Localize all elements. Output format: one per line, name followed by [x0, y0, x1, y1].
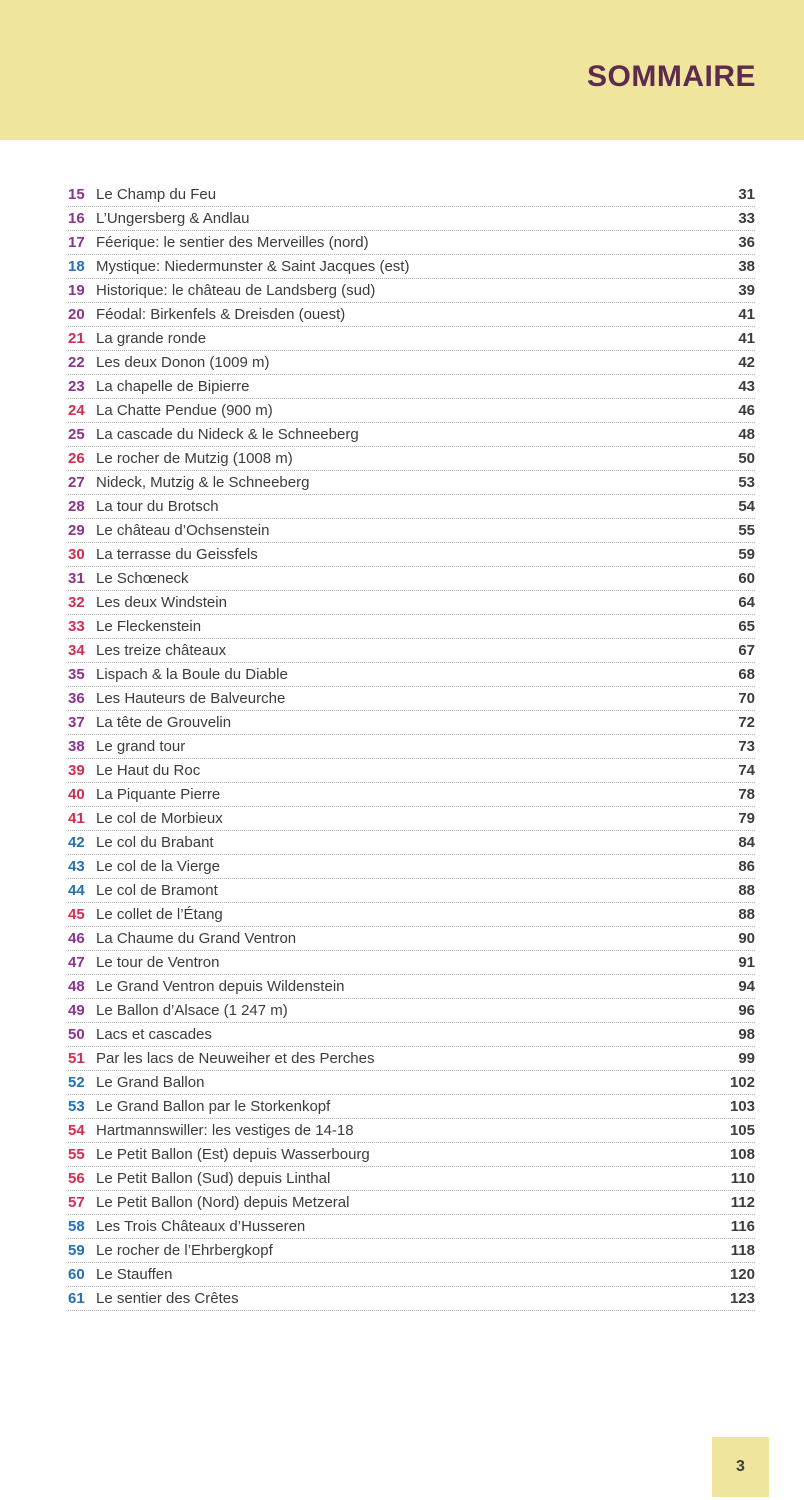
entry-page: 96 [738, 1002, 755, 1019]
entry-page: 105 [729, 1122, 755, 1139]
entry-number: 15 [68, 186, 85, 203]
toc-entry [68, 1023, 755, 1047]
entry-title: Le Petit Ballon (Nord) depuis Metzeral [96, 1194, 350, 1211]
entry-title: Le Champ du Feu [96, 186, 217, 203]
entry-page: 116 [730, 1218, 755, 1235]
entry-title: Le Grand Ballon par le Storkenkopf [96, 1098, 331, 1115]
entry-number: 53 [68, 1098, 85, 1115]
entry-title: Hartmannswiller: les vestiges de 14-18 [96, 1122, 354, 1139]
entry-page: 88 [738, 882, 755, 899]
entry-title: Lispach & la Boule du Diable [96, 666, 288, 683]
entry-number: 55 [68, 1146, 85, 1163]
toc-entry [68, 951, 755, 975]
toc-entry [68, 255, 755, 279]
toc-entry [68, 375, 755, 399]
entry-page: 123 [729, 1290, 755, 1307]
entry-page: 68 [738, 666, 755, 683]
entry-page: 54 [738, 498, 755, 515]
toc-entry [68, 1287, 755, 1311]
entry-number: 42 [68, 834, 85, 851]
entry-page: 50 [738, 450, 755, 467]
entry-number: 46 [68, 930, 85, 947]
entry-number: 25 [68, 426, 85, 443]
entry-title: Le tour de Ventron [96, 954, 220, 971]
entry-title: La Piquante Pierre [96, 786, 221, 803]
entry-number: 48 [68, 978, 85, 995]
toc-entry [68, 183, 755, 207]
entry-number: 32 [68, 594, 85, 611]
entry-title: Le col du Brabant [96, 834, 214, 851]
entry-number: 22 [68, 354, 85, 371]
entry-number: 28 [68, 498, 85, 515]
toc-entry [68, 1047, 755, 1071]
entry-page: 102 [729, 1074, 755, 1091]
entry-title: Les Hauteurs de Balveurche [96, 690, 286, 707]
entry-title: Le Grand Ballon [96, 1074, 205, 1091]
toc-entry [68, 567, 755, 591]
entry-number: 18 [68, 258, 85, 275]
entry-title: La cascade du Nideck & le Schneeberg [96, 426, 359, 443]
entry-number: 52 [68, 1074, 85, 1091]
entry-page: 36 [738, 234, 755, 251]
toc-entry [68, 591, 755, 615]
toc-entry [68, 1239, 755, 1263]
toc-entry [68, 999, 755, 1023]
entry-title: Nideck, Mutzig & le Schneeberg [96, 474, 310, 491]
entry-page: 41 [738, 330, 755, 347]
entry-page: 88 [738, 906, 755, 923]
entry-title: La grande ronde [96, 330, 207, 347]
toc-entry [68, 279, 755, 303]
entry-page: 118 [730, 1242, 755, 1259]
toc-entry [68, 903, 755, 927]
entry-page: 48 [738, 426, 755, 443]
entry-title: Le grand tour [96, 738, 186, 755]
toc-entry [68, 1119, 755, 1143]
entry-number: 51 [68, 1050, 85, 1067]
entry-title: Mystique: Niedermunster & Saint Jacques (est) [96, 258, 410, 275]
entry-title: Les deux Donon (1009 m) [96, 354, 270, 371]
toc-entry [68, 975, 755, 999]
page-number-tab [712, 1437, 769, 1497]
entry-title: Le château d’Ochsenstein [96, 522, 270, 539]
toc-entry [68, 663, 755, 687]
entry-page: 103 [729, 1098, 755, 1115]
toc-entry [68, 687, 755, 711]
entry-page: 55 [738, 522, 755, 539]
entry-title: Le Ballon d’Alsace (1 247 m) [96, 1002, 288, 1019]
toc-entry [68, 615, 755, 639]
entry-number: 60 [68, 1266, 85, 1283]
entry-number: 39 [68, 762, 85, 779]
toc-list [68, 183, 755, 1311]
entry-page: 73 [738, 738, 755, 755]
entry-number: 35 [68, 666, 85, 683]
entry-number: 37 [68, 714, 85, 731]
entry-number: 49 [68, 1002, 85, 1019]
entry-title: La Chatte Pendue (900 m) [96, 402, 273, 419]
entry-page: 53 [738, 474, 755, 491]
entry-page: 39 [738, 282, 755, 299]
entry-title: La tour du Brotsch [96, 498, 219, 515]
entry-page: 65 [738, 618, 755, 635]
entry-title: Féodal: Birkenfels & Dreisden (ouest) [96, 306, 346, 323]
entry-page: 33 [738, 210, 755, 227]
page-title: SOMMAIRE [587, 60, 756, 93]
entry-number: 31 [68, 570, 85, 587]
entry-page: 64 [738, 594, 755, 611]
entry-title: Le Fleckenstein [96, 618, 202, 635]
entry-title: Le collet de l’Étang [96, 906, 223, 923]
entry-page: 91 [738, 954, 755, 971]
toc-entry [68, 1071, 755, 1095]
entry-number: 21 [68, 330, 85, 347]
toc-entry [68, 1167, 755, 1191]
entry-title: La tête de Grouvelin [96, 714, 232, 731]
entry-number: 59 [68, 1242, 85, 1259]
entry-title: Les treize châteaux [96, 642, 227, 659]
toc-entry [68, 783, 755, 807]
entry-page: 78 [738, 786, 755, 803]
entry-number: 30 [68, 546, 85, 563]
entry-title: L’Ungersberg & Andlau [96, 210, 250, 227]
entry-title: Historique: le château de Landsberg (sud) [96, 282, 376, 299]
entry-page: 72 [738, 714, 755, 731]
entry-number: 16 [68, 210, 85, 227]
toc-entry [68, 1095, 755, 1119]
entry-title: Le Stauffen [96, 1266, 173, 1283]
entry-number: 38 [68, 738, 85, 755]
entry-title: Les deux Windstein [96, 594, 227, 611]
entry-title: Le col de Bramont [96, 882, 218, 899]
entry-title: La chapelle de Bipierre [96, 378, 250, 395]
toc-entry [68, 1191, 755, 1215]
entry-page: 41 [738, 306, 755, 323]
entry-number: 41 [68, 810, 85, 827]
toc-entry [68, 399, 755, 423]
entry-title: Le Petit Ballon (Sud) depuis Linthal [96, 1170, 331, 1187]
toc-entry [68, 711, 755, 735]
entry-number: 47 [68, 954, 85, 971]
toc-entry [68, 495, 755, 519]
entry-number: 44 [68, 882, 85, 899]
entry-number: 61 [68, 1290, 85, 1307]
header-banner [0, 0, 804, 140]
entry-title: La terrasse du Geissfels [96, 546, 258, 563]
entry-page: 70 [738, 690, 755, 707]
entry-page: 46 [738, 402, 755, 419]
toc-entry [68, 927, 755, 951]
entry-number: 56 [68, 1170, 85, 1187]
entry-page: 60 [738, 570, 755, 587]
entry-title: Le Petit Ballon (Est) depuis Wasserbourg [96, 1146, 370, 1163]
entry-title: La Chaume du Grand Ventron [96, 930, 297, 947]
toc-entry [68, 519, 755, 543]
entry-number: 57 [68, 1194, 85, 1211]
entry-page: 99 [738, 1050, 755, 1067]
entry-number: 29 [68, 522, 85, 539]
toc-entry [68, 1263, 755, 1287]
entry-title: Le Grand Ventron depuis Wildenstein [96, 978, 345, 995]
entry-page: 84 [738, 834, 755, 851]
entry-number: 33 [68, 618, 85, 635]
entry-title: Le col de Morbieux [96, 810, 223, 827]
entry-page: 110 [730, 1170, 755, 1187]
toc-entry [68, 327, 755, 351]
toc-entry [68, 447, 755, 471]
entry-number: 26 [68, 450, 85, 467]
entry-title: Le Haut du Roc [96, 762, 201, 779]
entry-page: 38 [738, 258, 755, 275]
toc-entry [68, 879, 755, 903]
toc-entry [68, 207, 755, 231]
toc-entry [68, 807, 755, 831]
entry-page: 31 [738, 186, 755, 203]
entry-page: 59 [738, 546, 755, 563]
entry-number: 36 [68, 690, 85, 707]
toc-entry [68, 1215, 755, 1239]
page-number: 3 [736, 1458, 745, 1475]
entry-page: 79 [738, 810, 755, 827]
toc-entry [68, 231, 755, 255]
entry-number: 40 [68, 786, 85, 803]
toc-entry [68, 831, 755, 855]
toc-entry [68, 639, 755, 663]
toc-entry [68, 543, 755, 567]
toc-entry [68, 759, 755, 783]
entry-title: Féerique: le sentier des Merveilles (nord) [96, 234, 369, 251]
entry-number: 24 [68, 402, 85, 419]
entry-page: 90 [738, 930, 755, 947]
entry-number: 58 [68, 1218, 85, 1235]
toc-entry [68, 303, 755, 327]
entry-title: Le rocher de l’Ehrbergkopf [96, 1242, 273, 1259]
entry-title: Lacs et cascades [96, 1026, 212, 1043]
entry-page: 43 [738, 378, 755, 395]
entry-page: 74 [738, 762, 755, 779]
toc-entry [68, 1143, 755, 1167]
entry-number: 54 [68, 1122, 85, 1139]
entry-title: Par les lacs de Neuweiher et des Perches [96, 1050, 375, 1067]
entry-title: Le col de la Vierge [96, 858, 220, 875]
entry-page: 42 [738, 354, 755, 371]
entry-page: 112 [730, 1194, 755, 1211]
entry-page: 108 [729, 1146, 755, 1163]
entry-number: 43 [68, 858, 85, 875]
entry-title: Le sentier des Crêtes [96, 1290, 239, 1307]
entry-page: 67 [738, 642, 755, 659]
entry-number: 19 [68, 282, 85, 299]
toc-entry [68, 735, 755, 759]
toc-entry [68, 351, 755, 375]
entry-page: 86 [738, 858, 755, 875]
entry-page: 98 [738, 1026, 755, 1043]
entry-number: 27 [68, 474, 85, 491]
entry-number: 50 [68, 1026, 85, 1043]
entry-title: Le Schœneck [96, 570, 189, 587]
entry-page: 120 [729, 1266, 755, 1283]
toc-entry [68, 423, 755, 447]
entry-number: 20 [68, 306, 85, 323]
entry-number: 45 [68, 906, 85, 923]
toc-entry [68, 855, 755, 879]
entry-title: Les Trois Châteaux d’Husseren [96, 1218, 306, 1235]
entry-page: 94 [738, 978, 755, 995]
entry-title: Le rocher de Mutzig (1008 m) [96, 450, 293, 467]
toc-entry [68, 471, 755, 495]
entry-number: 17 [68, 234, 85, 251]
entry-number: 34 [68, 642, 85, 659]
entry-number: 23 [68, 378, 85, 395]
